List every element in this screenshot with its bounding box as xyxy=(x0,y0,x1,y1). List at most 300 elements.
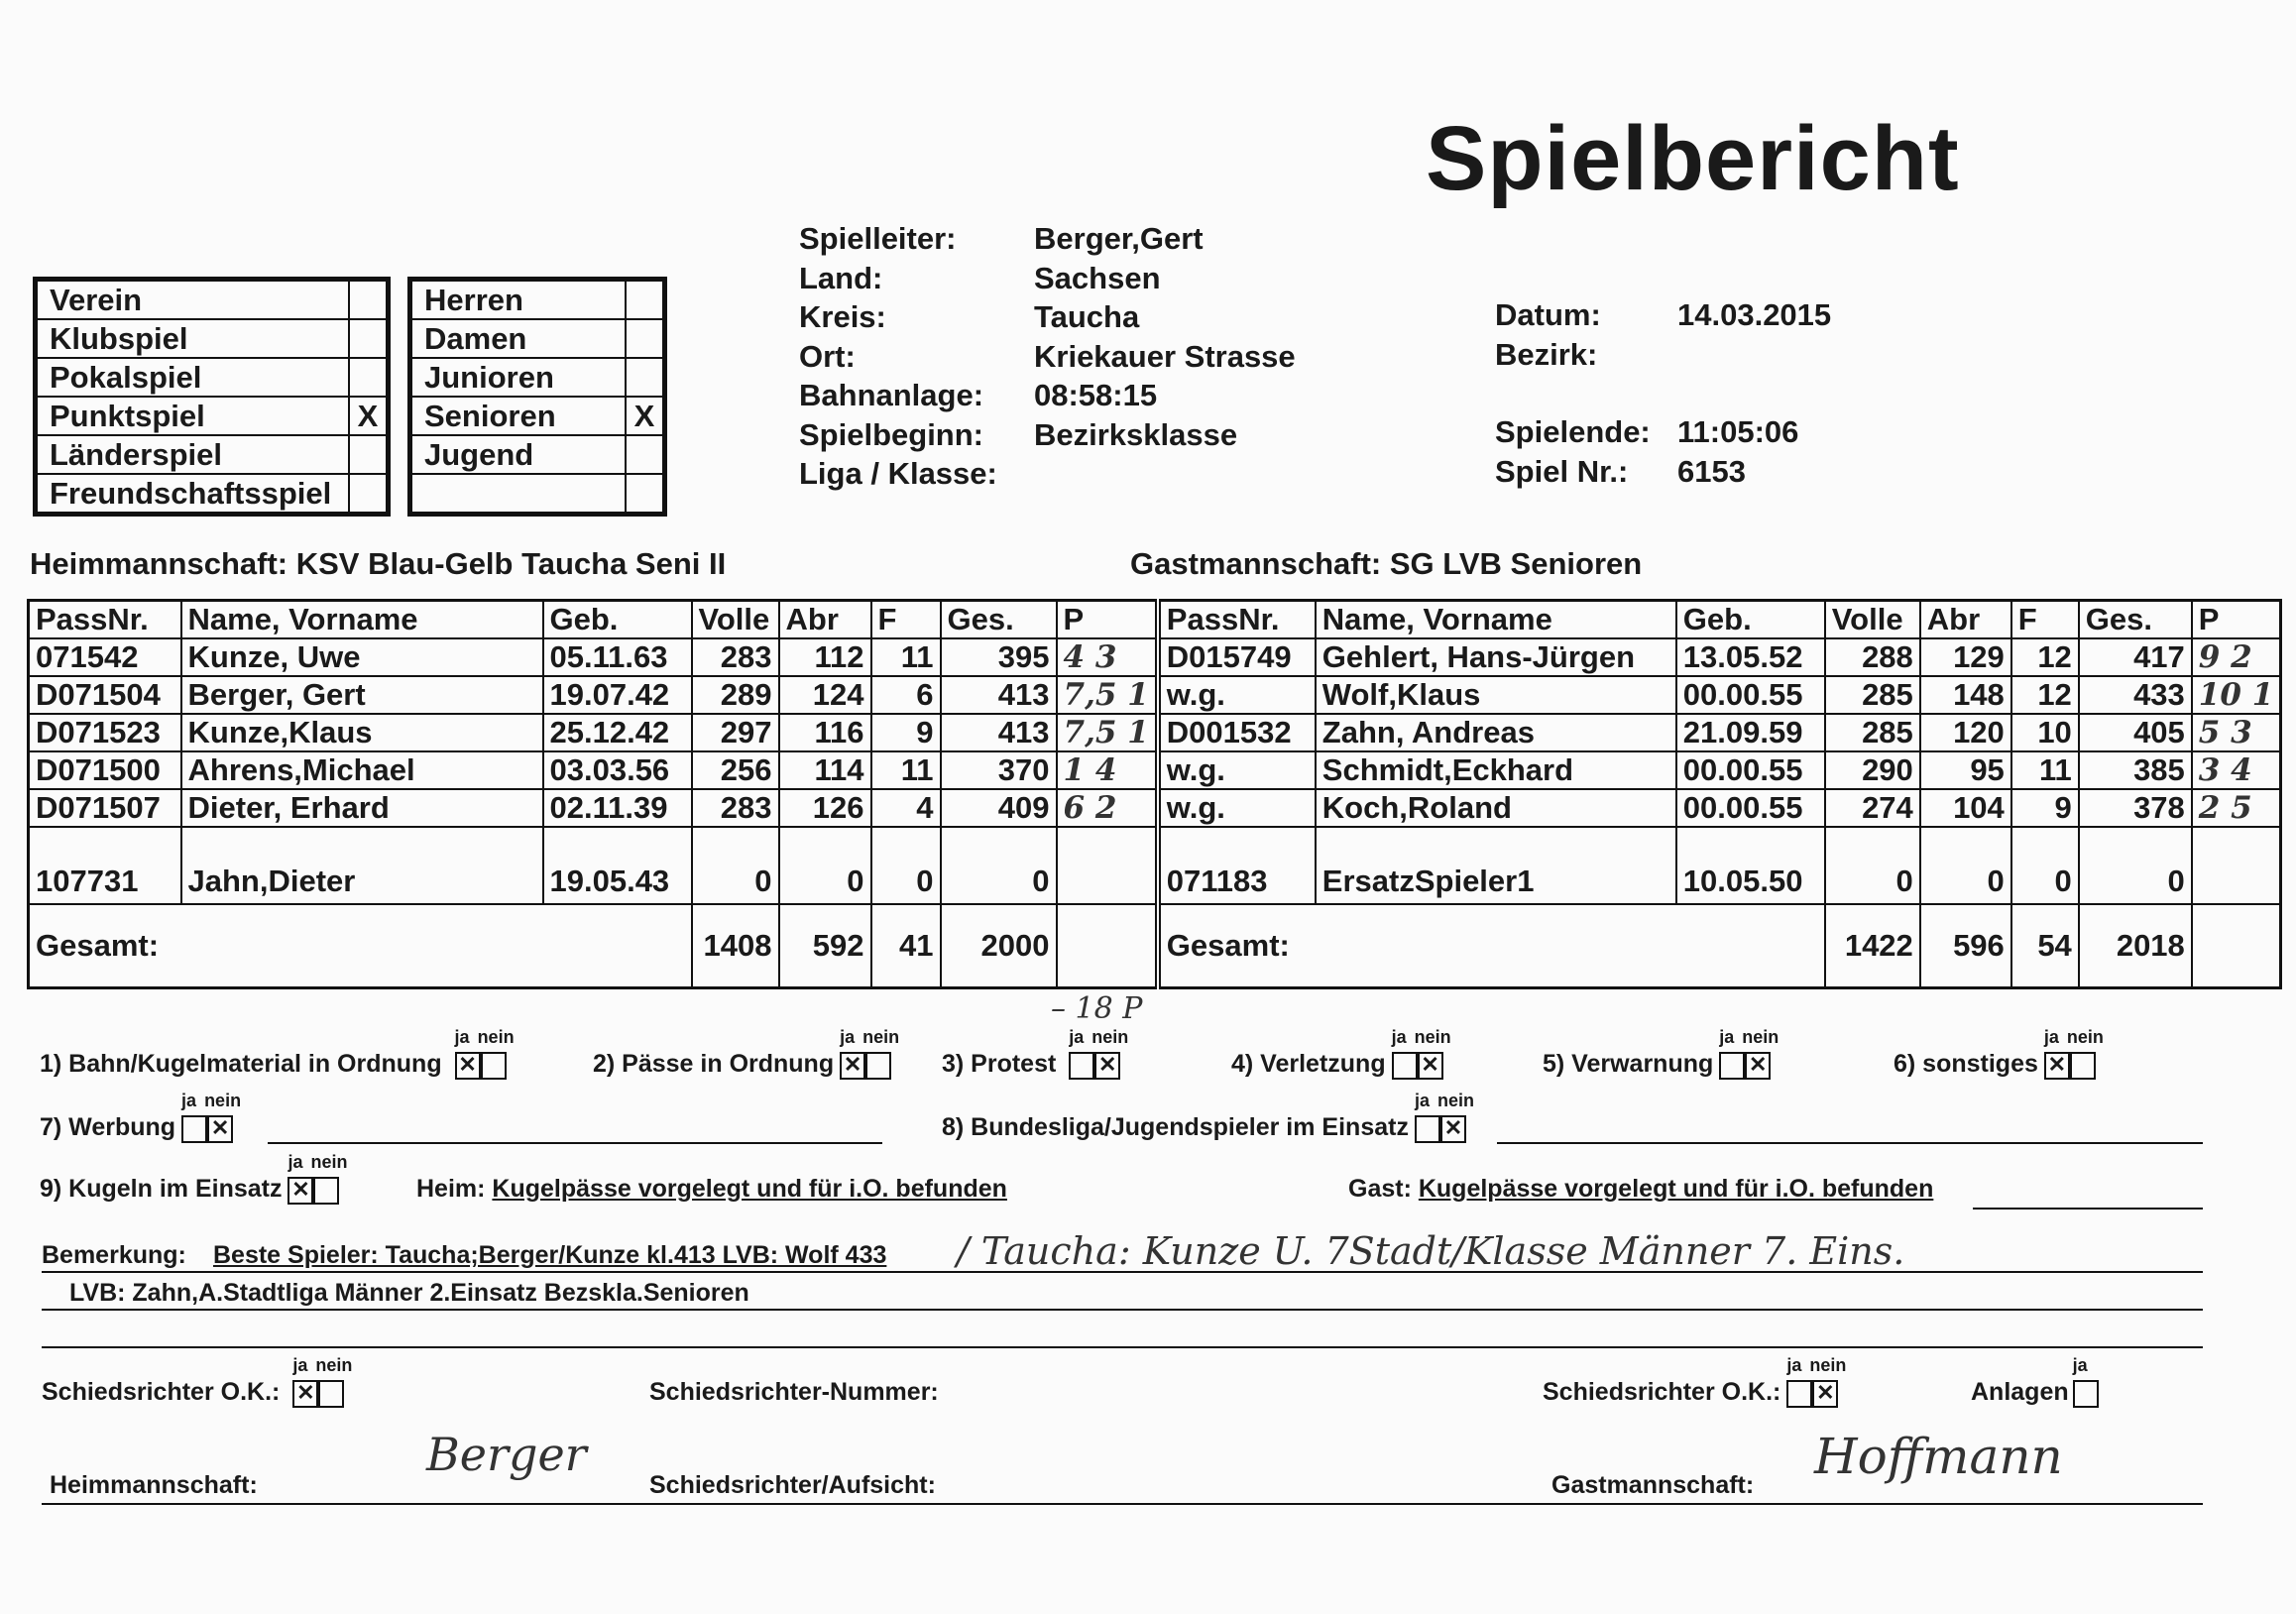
page-title: Spielbericht xyxy=(1426,108,1960,209)
yes-no-header xyxy=(1719,1027,1779,1048)
guest-pass-cell: w.g. xyxy=(1158,676,1316,714)
nein-checkbox[interactable]: ✕ xyxy=(207,1115,233,1143)
question-7-label: 7) Werbung xyxy=(40,1113,176,1141)
game-type-checkbox[interactable] xyxy=(349,358,387,397)
ort-value: Taucha xyxy=(1034,299,1140,334)
game-type-row xyxy=(37,474,387,513)
game-type-label: Freundschaftsspiel xyxy=(37,474,349,513)
home-ges-cell: 409 xyxy=(941,789,1057,827)
home-team-heading: Heimmannschaft: KSV Blau-Gelb Taucha Seni II xyxy=(30,546,727,581)
game-type-checkbox[interactable] xyxy=(349,319,387,358)
info-labels xyxy=(799,219,997,494)
ja-checkbox[interactable] xyxy=(1719,1052,1745,1080)
category-checkbox[interactable] xyxy=(626,358,663,397)
nein-label: nein xyxy=(204,1090,242,1110)
ja-label: ja xyxy=(1069,1026,1085,1047)
gast-signature-label: Gastmannschaft: xyxy=(1551,1471,1755,1499)
liga-value: Bezirksklasse xyxy=(1034,416,1238,452)
guest-f-cell: 10 xyxy=(2011,714,2079,751)
home-abr-cell: 124 xyxy=(779,676,871,714)
ja-checkbox[interactable] xyxy=(1415,1115,1440,1143)
guest-ges-cell: 433 xyxy=(2079,676,2192,714)
guest-geb-cell: 00.00.55 xyxy=(1676,751,1825,789)
guest-f-cell: 0 xyxy=(2011,827,2079,904)
ja-label: ja xyxy=(181,1090,197,1110)
guest-p-cell: 5 3 xyxy=(2192,714,2281,751)
column-header: Name, Vorname xyxy=(1316,601,1676,639)
yes-no-header xyxy=(1069,1027,1128,1048)
yes-no-header xyxy=(181,1091,241,1111)
yes-no-header xyxy=(1786,1355,1846,1376)
nein-label: nein xyxy=(1091,1026,1129,1047)
datum-label: Datum: xyxy=(1495,297,1601,332)
anlagen xyxy=(1971,1354,2099,1408)
question-5 xyxy=(1543,1026,1779,1080)
nein-checkbox[interactable] xyxy=(313,1177,339,1205)
guest-name-cell: Zahn, Andreas xyxy=(1316,714,1676,751)
home-volle-cell: 289 xyxy=(692,676,779,714)
game-type-row xyxy=(37,319,387,358)
nein-label: nein xyxy=(315,1354,353,1375)
home-p-cell xyxy=(1057,827,1158,904)
land-value: Sachsen xyxy=(1034,260,1161,295)
info-values xyxy=(1034,219,1296,454)
nein-label: nein xyxy=(2066,1026,2104,1047)
ja-checkbox[interactable] xyxy=(181,1115,207,1143)
column-header: P xyxy=(2192,601,2281,639)
score-table xyxy=(27,599,2282,989)
table-row xyxy=(29,638,2281,676)
table-row xyxy=(29,751,2281,789)
game-type-label: Pokalspiel xyxy=(37,358,349,397)
game-type-checkbox[interactable] xyxy=(349,435,387,474)
ja-label: ja xyxy=(1719,1026,1735,1047)
ja-checkbox[interactable]: ✕ xyxy=(292,1380,318,1408)
home-geb-cell: 25.12.42 xyxy=(543,714,692,751)
schiri-ok-guest xyxy=(1543,1354,1847,1408)
game-type-row xyxy=(37,281,387,319)
home-ges-cell: 0 xyxy=(941,827,1057,904)
schiri-ok2-label: Schiedsrichter O.K.: xyxy=(1543,1378,1781,1406)
game-type-label: Klubspiel xyxy=(37,319,349,358)
nein-checkbox[interactable] xyxy=(865,1052,891,1080)
category-label: Herren xyxy=(411,281,626,319)
ja-checkbox[interactable] xyxy=(1069,1052,1094,1080)
home-name-cell: Jahn,Dieter xyxy=(181,827,543,904)
question-4 xyxy=(1231,1026,1451,1080)
question-2-label: 2) Pässe in Ordnung xyxy=(593,1050,835,1078)
guest-total-f: 54 xyxy=(2011,904,2079,988)
nein-label: nein xyxy=(862,1026,900,1047)
column-header: Volle xyxy=(692,601,779,639)
home-p-cell: 7,5 1 xyxy=(1057,676,1158,714)
guest-p-cell xyxy=(2192,827,2281,904)
home-name-cell: Dieter, Erhard xyxy=(181,789,543,827)
home-f-cell: 6 xyxy=(871,676,941,714)
home-ges-cell: 413 xyxy=(941,714,1057,751)
home-name-cell: Ahrens,Michael xyxy=(181,751,543,789)
home-geb-cell: 05.11.63 xyxy=(543,638,692,676)
gast-kugel-text: Kugelpässe vorgelegt und für i.O. befunden xyxy=(1418,1175,1934,1203)
guest-f-cell: 12 xyxy=(2011,638,2079,676)
guest-pass-cell: D015749 xyxy=(1158,638,1316,676)
question-4-label: 4) Verletzung xyxy=(1231,1050,1386,1078)
ort-label: Ort: xyxy=(799,338,856,374)
werbung-line xyxy=(268,1142,882,1144)
home-p-cell: 6 2 xyxy=(1057,789,1158,827)
home-abr-cell: 116 xyxy=(779,714,871,751)
guest-pass-cell: D001532 xyxy=(1158,714,1316,751)
table-row xyxy=(29,714,2281,751)
question-6 xyxy=(1894,1026,2104,1080)
nein-checkbox[interactable]: ✕ xyxy=(1094,1052,1120,1080)
guest-geb-cell: 00.00.55 xyxy=(1676,676,1825,714)
category-label: Senioren xyxy=(411,397,626,435)
home-pass-cell: D071504 xyxy=(29,676,181,714)
guest-geb-cell: 10.05.50 xyxy=(1676,827,1825,904)
home-f-cell: 4 xyxy=(871,789,941,827)
nein-label: nein xyxy=(477,1026,515,1047)
guest-ges-cell: 0 xyxy=(2079,827,2192,904)
game-type-label: Verein xyxy=(37,281,349,319)
home-f-cell: 0 xyxy=(871,827,941,904)
home-total-p xyxy=(1057,904,1158,988)
schiri-ok-label: Schiedsrichter O.K.: xyxy=(42,1378,281,1406)
yes-no-header xyxy=(1415,1091,1474,1111)
table-header-row xyxy=(29,601,2281,639)
question-3 xyxy=(942,1026,1129,1080)
spielnr-value: 6153 xyxy=(1677,454,1746,489)
game-type-row xyxy=(37,435,387,474)
question-8 xyxy=(942,1090,1474,1143)
home-volle-cell: 0 xyxy=(692,827,779,904)
guest-f-cell: 9 xyxy=(2011,789,2079,827)
guest-total-p xyxy=(2192,904,2281,988)
ja-checkbox[interactable]: ✕ xyxy=(455,1052,481,1080)
home-ges-cell: 413 xyxy=(941,676,1057,714)
question-8-label: 8) Bundesliga/Jugendspieler im Einsatz xyxy=(942,1113,1409,1141)
home-f-cell: 11 xyxy=(871,638,941,676)
table-row xyxy=(29,789,2281,827)
yes-no-header xyxy=(840,1027,899,1048)
category-label: Jugend xyxy=(411,435,626,474)
category-row xyxy=(411,319,663,358)
gast-signature: Hoffmann xyxy=(1814,1428,2063,1485)
yes-no-header xyxy=(287,1152,347,1173)
game-type-box xyxy=(33,277,391,517)
home-abr-cell: 114 xyxy=(779,751,871,789)
home-total-abr: 592 xyxy=(779,904,871,988)
ja-label: ja xyxy=(1391,1026,1407,1047)
nein-checkbox[interactable] xyxy=(2070,1052,2096,1080)
guest-volle-cell: 285 xyxy=(1825,676,1920,714)
question-7 xyxy=(40,1090,242,1143)
category-label xyxy=(411,474,626,513)
home-name-cell: Kunze,Klaus xyxy=(181,714,543,751)
nein-label: nein xyxy=(1414,1026,1451,1047)
gast-line xyxy=(1973,1208,2203,1210)
yes-no-header xyxy=(2044,1027,2104,1048)
home-abr-cell: 0 xyxy=(779,827,871,904)
guest-geb-cell: 00.00.55 xyxy=(1676,789,1825,827)
ja-checkbox[interactable] xyxy=(1392,1052,1418,1080)
home-p-cell: 7,5 1 xyxy=(1057,714,1158,751)
game-type-row xyxy=(37,358,387,397)
home-geb-cell: 02.11.39 xyxy=(543,789,692,827)
remark-underline-2 xyxy=(42,1309,2203,1311)
guest-name-cell: Schmidt,Eckhard xyxy=(1316,751,1676,789)
nein-label: nein xyxy=(310,1151,348,1172)
guest-f-cell: 12 xyxy=(2011,676,2079,714)
bahnanlage-label: Bahnanlage: xyxy=(799,378,984,412)
guest-ges-cell: 378 xyxy=(2079,789,2192,827)
remark-underline-3 xyxy=(42,1346,2203,1348)
spielleiter-value: Berger,Gert xyxy=(1034,221,1204,256)
guest-pass-cell: w.g. xyxy=(1158,751,1316,789)
ja-checkbox[interactable]: ✕ xyxy=(287,1177,313,1205)
category-checkbox[interactable] xyxy=(626,281,663,319)
game-type-label: Länderspiel xyxy=(37,435,349,474)
game-type-label: Punktspiel xyxy=(37,397,349,435)
guest-abr-cell: 148 xyxy=(1920,676,2011,714)
question-1 xyxy=(40,1026,515,1080)
home-volle-cell: 283 xyxy=(692,789,779,827)
category-checkbox[interactable] xyxy=(626,474,663,513)
ja-label: ja xyxy=(1414,1090,1430,1110)
home-pass-cell: 107731 xyxy=(29,827,181,904)
guest-volle-cell: 288 xyxy=(1825,638,1920,676)
question-3-label: 3) Protest xyxy=(942,1050,1057,1078)
guest-total-ges: 2018 xyxy=(2079,904,2192,988)
column-header: P xyxy=(1057,601,1158,639)
remark-line-2: LVB: Zahn,A.Stadtliga Männer 2.Einsatz Bezskla.Senioren xyxy=(69,1279,749,1307)
home-total-volle: 1408 xyxy=(692,904,779,988)
category-checkbox[interactable] xyxy=(626,435,663,474)
guest-abr-cell: 104 xyxy=(1920,789,2011,827)
guest-p-cell: 10 1 xyxy=(2192,676,2281,714)
question-2 xyxy=(593,1026,900,1080)
guest-geb-cell: 21.09.59 xyxy=(1676,714,1825,751)
home-abr-cell: 112 xyxy=(779,638,871,676)
category-row xyxy=(411,474,663,513)
schiri-ok-home xyxy=(42,1354,353,1408)
bezirk-label: Bezirk: xyxy=(1495,337,1598,372)
column-header: F xyxy=(871,601,941,639)
column-header: Abr xyxy=(779,601,871,639)
home-p-cell: 1 4 xyxy=(1057,751,1158,789)
guest-p-cell: 3 4 xyxy=(2192,751,2281,789)
heim-kugel xyxy=(416,1175,1007,1204)
home-total-f: 41 xyxy=(871,904,941,988)
ja-label: ja xyxy=(287,1151,303,1172)
ja-label: ja xyxy=(840,1026,856,1047)
home-total-label: Gesamt: xyxy=(29,904,692,988)
home-pass-cell: D071507 xyxy=(29,789,181,827)
guest-ges-cell: 417 xyxy=(2079,638,2192,676)
kreis-label: Kreis: xyxy=(799,299,886,334)
yes-no-header xyxy=(292,1355,352,1376)
game-type-checkbox[interactable] xyxy=(349,474,387,513)
nein-checkbox[interactable]: ✕ xyxy=(1812,1380,1838,1408)
column-header: F xyxy=(2011,601,2079,639)
heim-signature: Berger xyxy=(426,1428,587,1481)
home-volle-cell: 297 xyxy=(692,714,779,751)
table-total-row xyxy=(29,904,2281,988)
ja-label: ja xyxy=(292,1354,308,1375)
guest-name-cell: ErsatzSpieler1 xyxy=(1316,827,1676,904)
yes-no-header xyxy=(1392,1027,1451,1048)
category-row xyxy=(411,358,663,397)
bahnanlage-value: Kriekauer Strasse xyxy=(1034,338,1296,374)
guest-total-volle: 1422 xyxy=(1825,904,1920,988)
home-f-cell: 11 xyxy=(871,751,941,789)
question-1-label: 1) Bahn/Kugelmaterial in Ordnung xyxy=(40,1050,442,1078)
heim-signature-label: Heimmannschaft: xyxy=(50,1471,258,1499)
guest-ges-cell: 405 xyxy=(2079,714,2192,751)
nein-label: nein xyxy=(1436,1090,1474,1110)
column-header: Ges. xyxy=(941,601,1057,639)
guest-p-cell: 2 5 xyxy=(2192,789,2281,827)
home-geb-cell: 19.07.42 xyxy=(543,676,692,714)
home-name-cell: Kunze, Uwe xyxy=(181,638,543,676)
guest-geb-cell: 13.05.52 xyxy=(1676,638,1825,676)
column-header: Name, Vorname xyxy=(181,601,543,639)
spielbeginn-value: 08:58:15 xyxy=(1034,378,1158,412)
land-label: Land: xyxy=(799,260,883,295)
ja-checkbox[interactable]: ✕ xyxy=(2044,1052,2070,1080)
home-name-cell: Berger, Gert xyxy=(181,676,543,714)
home-volle-cell: 283 xyxy=(692,638,779,676)
guest-volle-cell: 0 xyxy=(1825,827,1920,904)
remark-label: Bemerkung: xyxy=(42,1241,186,1269)
game-type-checkbox[interactable]: X xyxy=(349,397,387,435)
guest-total-abr: 596 xyxy=(1920,904,2011,988)
column-header: PassNr. xyxy=(29,601,181,639)
question-5-label: 5) Verwarnung xyxy=(1543,1050,1714,1078)
category-box xyxy=(407,277,667,517)
home-ges-cell: 395 xyxy=(941,638,1057,676)
column-header: PassNr. xyxy=(1158,601,1316,639)
guest-ges-cell: 385 xyxy=(2079,751,2192,789)
guest-name-cell: Koch,Roland xyxy=(1316,789,1676,827)
category-checkbox[interactable]: X xyxy=(626,397,663,435)
home-pass-cell: 071542 xyxy=(29,638,181,676)
nein-checkbox[interactable]: ✕ xyxy=(1440,1115,1466,1143)
column-header: Volle xyxy=(1825,601,1920,639)
spielende-value: 11:05:06 xyxy=(1677,414,1799,449)
home-geb-cell: 19.05.43 xyxy=(543,827,692,904)
spielbeginn-label: Spielbeginn: xyxy=(799,416,983,452)
heim-kugel-text: Kugelpässe vorgelegt und für i.O. befunden xyxy=(492,1175,1007,1203)
remark-underline-1 xyxy=(42,1271,2203,1273)
bundesliga-line xyxy=(1497,1142,2203,1144)
guest-volle-cell: 274 xyxy=(1825,789,1920,827)
column-header: Ges. xyxy=(2079,601,2192,639)
home-pass-cell: D071500 xyxy=(29,751,181,789)
category-label: Junioren xyxy=(411,358,626,397)
anlagen-label: Anlagen xyxy=(1971,1378,2069,1406)
column-header: Abr xyxy=(1920,601,2011,639)
guest-name-cell: Wolf,Klaus xyxy=(1316,676,1676,714)
gast-kugel xyxy=(1348,1175,1933,1204)
column-header: Geb. xyxy=(1676,601,1825,639)
category-row xyxy=(411,281,663,319)
spielende-label: Spielende: xyxy=(1495,414,1651,449)
nein-checkbox[interactable] xyxy=(318,1380,344,1408)
ja-label: ja xyxy=(2072,1354,2088,1375)
nein-label: nein xyxy=(1809,1354,1847,1375)
yes-no-header xyxy=(455,1027,515,1048)
guest-team-heading: Gastmannschaft: SG LVB Senioren xyxy=(1130,546,1643,581)
column-header: Geb. xyxy=(543,601,692,639)
ja-label: ja xyxy=(2043,1026,2059,1047)
anlagen-checkbox[interactable] xyxy=(2073,1380,2099,1408)
guest-abr-cell: 129 xyxy=(1920,638,2011,676)
guest-f-cell: 11 xyxy=(2011,751,2079,789)
category-row xyxy=(411,435,663,474)
home-pass-cell: D071523 xyxy=(29,714,181,751)
nein-checkbox[interactable]: ✕ xyxy=(1418,1052,1443,1080)
table-row xyxy=(29,676,2281,714)
guest-total-label: Gesamt: xyxy=(1158,904,1825,988)
home-f-cell: 9 xyxy=(871,714,941,751)
guest-pass-cell: 071183 xyxy=(1158,827,1316,904)
home-ges-cell: 370 xyxy=(941,751,1057,789)
handwritten-difference: – 18 P xyxy=(1051,991,1143,1026)
schiri-aufsicht-label: Schiedsrichter/Aufsicht: xyxy=(649,1471,936,1499)
nein-checkbox[interactable] xyxy=(481,1052,507,1080)
ja-checkbox[interactable] xyxy=(1786,1380,1812,1408)
home-p-cell: 4 3 xyxy=(1057,638,1158,676)
question-6-label: 6) sonstiges xyxy=(1894,1050,2038,1078)
guest-abr-cell: 120 xyxy=(1920,714,2011,751)
ja-label: ja xyxy=(454,1026,470,1047)
guest-pass-cell: w.g. xyxy=(1158,789,1316,827)
remark-handwritten: / Taucha: Kunze U. 7Stadt/Klasse Männer 7. Eins. xyxy=(957,1229,1905,1273)
nein-label: nein xyxy=(1742,1026,1779,1047)
spielnr-label: Spiel Nr.: xyxy=(1495,454,1629,489)
category-label: Damen xyxy=(411,319,626,358)
remark-line-1: Beste Spieler: Taucha;Berger/Kunze kl.413 LVB: Wolf 433 xyxy=(213,1241,887,1269)
guest-name-cell: Gehlert, Hans-Jürgen xyxy=(1316,638,1676,676)
ja-checkbox[interactable]: ✕ xyxy=(840,1052,865,1080)
gast-kugel-label: Gast: xyxy=(1348,1175,1412,1203)
table-row xyxy=(29,827,2281,904)
ja-label: ja xyxy=(1786,1354,1802,1375)
question-9 xyxy=(40,1151,348,1205)
question-9-label: 9) Kugeln im Einsatz xyxy=(40,1175,283,1203)
home-abr-cell: 126 xyxy=(779,789,871,827)
guest-volle-cell: 290 xyxy=(1825,751,1920,789)
guest-abr-cell: 95 xyxy=(1920,751,2011,789)
liga-label: Liga / Klasse: xyxy=(799,456,997,491)
spielleiter-label: Spielleiter: xyxy=(799,221,957,256)
game-type-row xyxy=(37,397,387,435)
home-geb-cell: 03.03.56 xyxy=(543,751,692,789)
nein-checkbox[interactable]: ✕ xyxy=(1745,1052,1771,1080)
datum-value: 14.03.2015 xyxy=(1677,297,1832,332)
home-total-ges: 2000 xyxy=(941,904,1057,988)
heim-kugel-label: Heim: xyxy=(416,1175,486,1203)
home-volle-cell: 256 xyxy=(692,751,779,789)
guest-abr-cell: 0 xyxy=(1920,827,2011,904)
signature-line xyxy=(42,1503,2203,1505)
game-type-checkbox[interactable] xyxy=(349,281,387,319)
schiri-nr-label: Schiedsrichter-Nummer: xyxy=(649,1378,939,1406)
category-checkbox[interactable] xyxy=(626,319,663,358)
guest-p-cell: 9 2 xyxy=(2192,638,2281,676)
category-row xyxy=(411,397,663,435)
